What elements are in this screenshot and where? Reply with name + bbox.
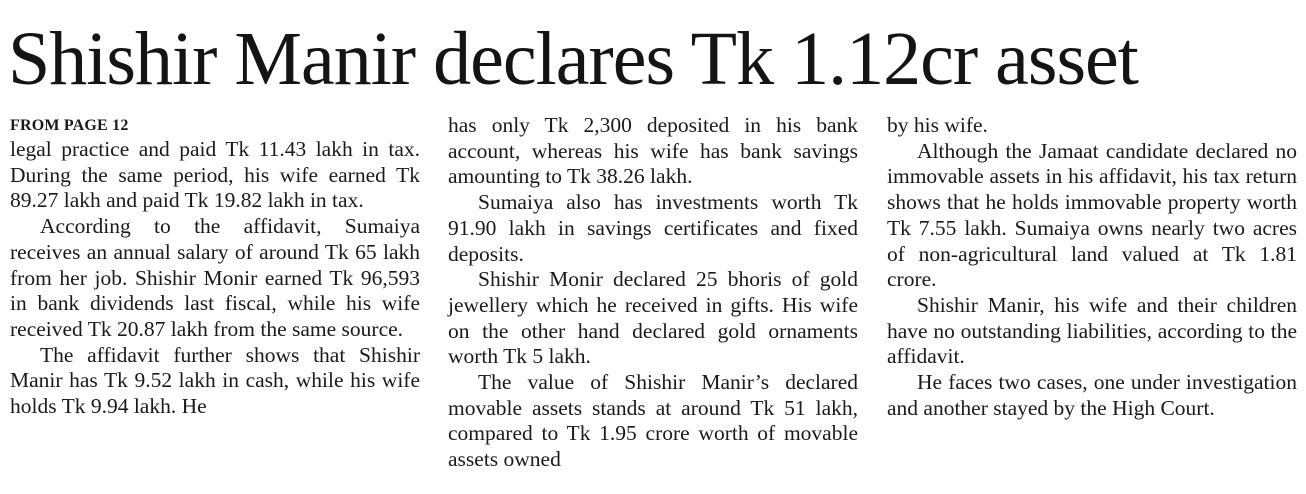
headline: Shishir Manir declares Tk 1.12cr asset bbox=[8, 17, 1138, 101]
paragraph: Shishir Monir declared 25 bhoris of gold jewellery which he received in gifts. His wife on the other hand declared gold ornaments worth Tk 5 lakh. bbox=[448, 267, 858, 369]
article-column-2 bbox=[448, 113, 858, 473]
paragraph: He faces two cases, one under investigation and another stayed by the High Court. bbox=[887, 370, 1297, 420]
paragraph: The affidavit further shows that Shishir Manir has Tk 9.52 lakh in cash, while his wife holds Tk 9.94 lakh. He bbox=[10, 342, 420, 419]
jump-line: FROM PAGE 12 bbox=[10, 117, 129, 134]
paragraph: Although the Jamaat candidate declared no immovable assets in his affidavit, his tax return shows that he holds immovable property worth Tk 7.55 lakh. Sumaiya owns nearly two acres of non-agricultural land valued at Tk 1.81 crore. bbox=[887, 138, 1297, 292]
paragraph: Sumaiya also has investments worth Tk 91.90 lakh in savings certificates and fixed deposits. bbox=[448, 190, 858, 266]
paragraph: by his wife. bbox=[887, 113, 988, 137]
paragraph: Shishir Manir, his wife and their children have no outstanding liabilities, according to the affidavit. bbox=[887, 292, 1297, 369]
paragraph: According to the affidavit, Sumaiya receives an annual salary of around Tk 65 lakh from her job. Shishir Monir earned Tk 96,593 in bank dividends last fiscal, while his wife received Tk 20.87 lakh from the same source. bbox=[10, 214, 420, 341]
article-column-1 bbox=[10, 113, 420, 420]
article-column-3 bbox=[887, 113, 1297, 421]
paragraph: has only Tk 2,300 deposited in his bank account, whereas his wife has bank savings amounting to Tk 38.26 lakh. bbox=[448, 113, 858, 189]
paragraph: legal practice and paid Tk 11.43 lakh in tax. During the same period, his wife earned Tk 89.27 lakh and paid Tk 19.82 lakh in tax. bbox=[10, 137, 420, 213]
paragraph: The value of Shishir Manir’s declared movable assets stands at around Tk 51 lakh, compared to Tk 1.95 crore worth of movable assets owned bbox=[448, 370, 858, 472]
